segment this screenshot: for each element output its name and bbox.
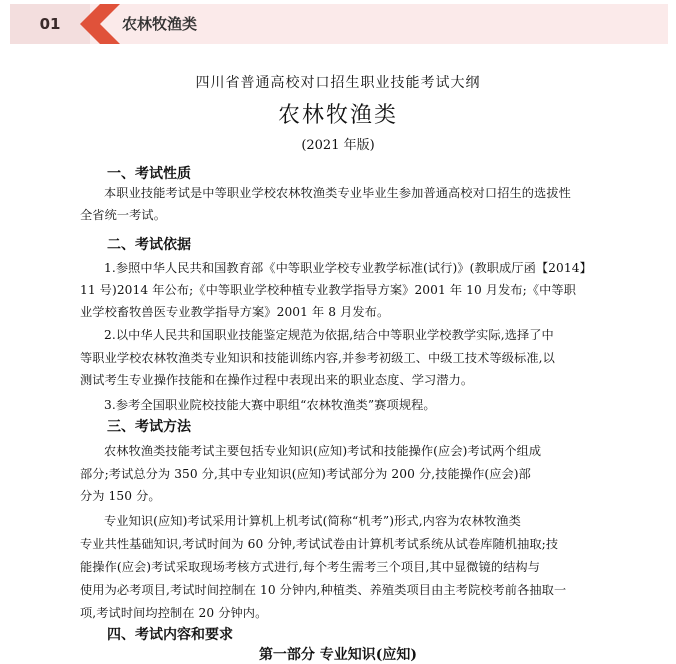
paragraph-line: 分为 150 分。 — [80, 489, 161, 503]
doc-header: 四川省普通高校对口招生职业技能考试大纲 — [195, 75, 481, 91]
paragraph-line: 测试考生专业操作技能和在操作过程中表现出来的职业态度、学习潜力。 — [80, 373, 474, 387]
paragraph-line: 专业知识(应知)考试采用计算机上机考试(简称“机考”)形式,内容为农林牧渔类 — [104, 514, 521, 528]
doc-edition: (2021 年版) — [301, 138, 375, 153]
paragraph-line: 能操作(应会)考试采取现场考核方式进行,每个考生需考三个项目,其中显微镜的结构与 — [80, 560, 541, 574]
paragraph-line: 2.以中华人民共和国职业技能鉴定规范为依据,结合中等职业学校教学实际,选择了中 — [104, 328, 554, 342]
paragraph-line: 业学校畜牧兽医专业教学指导方案》2001 年 8 月发布。 — [80, 305, 390, 319]
paragraph-line: 项,考试时间均控制在 20 分钟内。 — [80, 606, 268, 620]
heading-exam-content: 四、考试内容和要求 — [107, 627, 233, 643]
paragraph-line: 部分;考试总分为 350 分,其中专业知识(应知)考试部分为 200 分,技能操作(应会)部 — [80, 467, 531, 481]
paragraph-line: 专业共性基础知识,考试时间为 60 分钟,考试试卷由计算机考试系统从试卷库随机抽取;技 — [80, 537, 559, 551]
section-title: 农林牧渔类 — [122, 15, 198, 33]
paragraph-line: 1.参照中华人民共和国教育部《中等职业学校专业教学标准(试行)》(教职成厅函【2014】 — [104, 261, 592, 275]
paragraph-line: 农林牧渔类技能考试主要包括专业知识(应知)考试和技能操作(应会)考试两个组成 — [104, 444, 542, 458]
heading-exam-basis: 二、考试依据 — [107, 237, 191, 253]
paragraph-line: 等职业学校农林牧渔类专业知识和技能训练内容,并参考初级工、中级工技术等级标准,以 — [80, 351, 555, 365]
paragraph-line: 3.参考全国职业院校技能大赛中职组“农林牧渔类”赛项规程。 — [104, 398, 436, 412]
doc-title: 农林牧渔类 — [277, 103, 398, 128]
paragraph-line: 11 号)2014 年公布;《中等职业学校种植专业教学指导方案》2001 年 10 月发布;《中等职 — [80, 283, 577, 297]
heading-exam-nature: 一、考试性质 — [107, 166, 191, 182]
paragraph-line: 本职业技能考试是中等职业学校农林牧渔类专业毕业生参加普通高校对口招生的选拔性 — [104, 186, 571, 200]
part-heading: 第一部分 专业知识(应知) — [258, 647, 418, 663]
heading-exam-method: 三、考试方法 — [107, 419, 191, 435]
paragraph-line: 全省统一考试。 — [80, 208, 167, 222]
section-number: 01 — [10, 4, 90, 44]
paragraph-line: 使用为必考项目,考试时间控制在 10 分钟内,种植类、养殖类项目由主考院校考前各抽取一 — [80, 583, 567, 597]
